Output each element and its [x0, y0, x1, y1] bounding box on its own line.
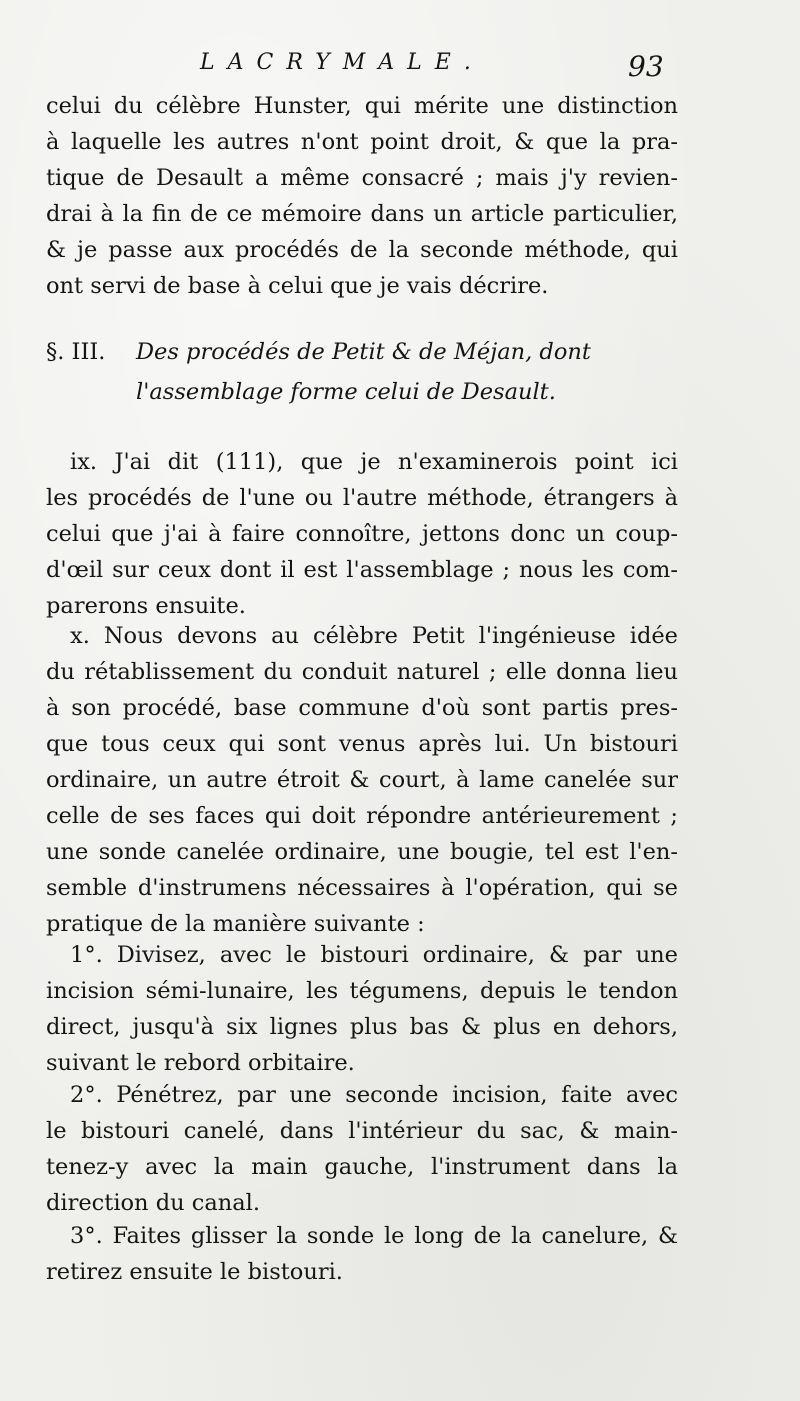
- text-line: le bistouri canelé, dans l'intérieur du sac, & main-: [46, 1118, 678, 1144]
- text-line: suivant le rebord orbitaire.: [46, 1050, 355, 1076]
- text-line: incision sémi-lunaire, les tégumens, depuis le tendon: [46, 978, 678, 1004]
- text-line: à son procédé, base commune d'où sont partis pres-: [46, 695, 678, 721]
- section-title-line: l'assemblage forme celui de Desault.: [136, 379, 556, 405]
- text-line: celle de ses faces qui doit répondre antérieurement ;: [46, 803, 678, 829]
- running-head: LACRYMALE.: [200, 50, 484, 75]
- text-line: parerons ensuite.: [46, 593, 246, 619]
- text-line: celui du célèbre Hunster, qui mérite une distinction: [46, 93, 678, 119]
- text-line: direct, jusqu'à six lignes plus bas & plus en dehors,: [46, 1014, 678, 1040]
- text-line: les procédés de l'une ou l'autre méthode, étrangers à: [46, 485, 678, 511]
- text-line: & je passe aux procédés de la seconde méthode, qui: [46, 237, 678, 263]
- text-line: 1°. Divisez, avec le bistouri ordinaire, & par une: [70, 942, 678, 968]
- text-line: 3°. Faites glisser la sonde le long de la canelure, &: [70, 1223, 678, 1249]
- text-line: ordinaire, un autre étroit & court, à lame canelée sur: [46, 767, 678, 793]
- text-line: drai à la fin de ce mémoire dans un article particulier,: [46, 201, 678, 227]
- text-line: d'œil sur ceux dont il est l'assemblage ; nous les com-: [46, 557, 678, 583]
- text-line: semble d'instrumens nécessaires à l'opération, qui se: [46, 875, 678, 901]
- text-line: 2°. Pénétrez, par une seconde incision, faite avec: [70, 1082, 678, 1108]
- text-line: tenez-y avec la main gauche, l'instrument dans la: [46, 1154, 678, 1180]
- text-line: celui que j'ai à faire connoître, jettons donc un coup-: [46, 521, 678, 547]
- text-line: que tous ceux qui sont venus après lui. Un bistouri: [46, 731, 678, 757]
- text-line: ix. J'ai dit (111), que je n'examinerois point ici: [70, 449, 678, 475]
- text-line: ont servi de base à celui que je vais décrire.: [46, 273, 549, 299]
- text-line: retirez ensuite le bistouri.: [46, 1259, 343, 1285]
- page-number: 93: [628, 50, 664, 83]
- text-line: une sonde canelée ordinaire, une bougie, tel est l'en-: [46, 839, 678, 865]
- text-line: à laquelle les autres n'ont point droit, & que la pra-: [46, 129, 678, 155]
- text-line: pratique de la manière suivante :: [46, 911, 425, 937]
- text-line: direction du canal.: [46, 1190, 261, 1216]
- section-number: §. III.: [46, 339, 106, 365]
- text-line: x. Nous devons au célèbre Petit l'ingénieuse idée: [70, 623, 678, 649]
- text-line: du rétablissement du conduit naturel ; elle donna lieu: [46, 659, 678, 685]
- section-title-line: Des procédés de Petit & de Méjan, dont: [136, 339, 591, 365]
- text-line: tique de Desault a même consacré ; mais j'y revien-: [46, 165, 678, 191]
